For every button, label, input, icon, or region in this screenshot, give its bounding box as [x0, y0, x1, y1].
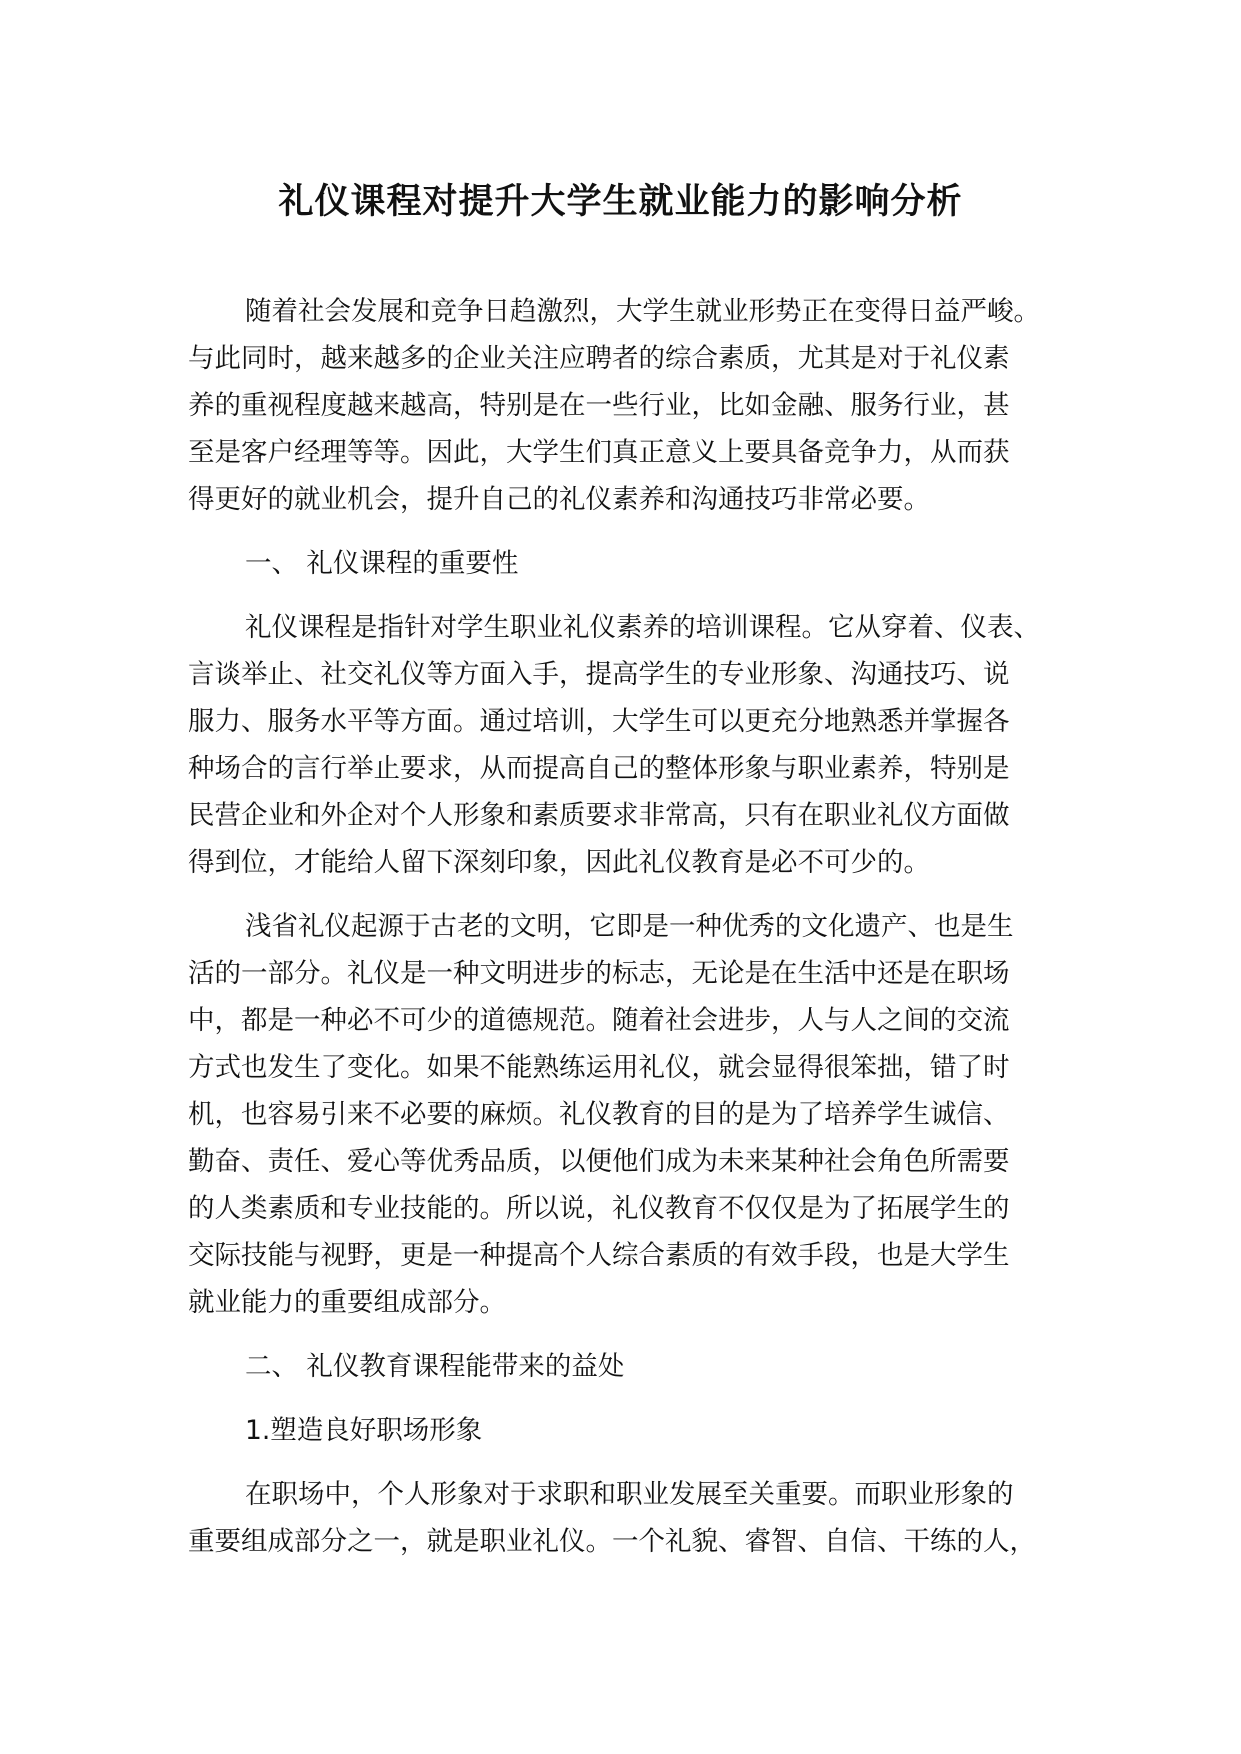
paragraph-3-line-4: 方式也发生了变化。如果不能熟练运用礼仪，就会显得很笨拙，错了时	[188, 1052, 1010, 1083]
paragraph-4-line-1: 在职场中，个人形象对于求职和职业发展至关重要。而职业形象的	[245, 1479, 1014, 1510]
paragraph-3-line-7: 的人类素质和专业技能的。所以说，礼仪教育不仅仅是为了拓展学生的	[188, 1193, 1010, 1224]
paragraph-2-line-5: 民营企业和外企对个人形象和素质要求非常高，只有在职业礼仪方面做	[188, 800, 1010, 831]
paragraph-1-line-5: 得更好的就业机会，提升自己的礼仪素养和沟通技巧非常必要。	[188, 484, 930, 515]
paragraph-4-line-2: 重要组成部分之一，就是职业礼仪。一个礼貌、睿智、自信、干练的人，	[188, 1526, 1036, 1557]
paragraph-3-line-6: 勤奋、责任、爱心等优秀品质，以便他们成为未来某种社会角色所需要	[188, 1146, 1010, 1177]
paragraph-1-line-4: 至是客户经理等等。因此，大学生们真正意义上要具备竞争力，从而获	[188, 437, 1010, 468]
paragraph-2-line-6: 得到位，才能给人留下深刻印象，因此礼仪教育是必不可少的。	[188, 847, 930, 878]
paragraph-3-line-5: 机，也容易引来不必要的麻烦。礼仪教育的目的是为了培养学生诚信、	[188, 1099, 1010, 1130]
paragraph-3-line-8: 交际技能与视野，更是一种提高个人综合素质的有效手段，也是大学生	[188, 1240, 1010, 1271]
paragraph-1-line-1: 随着社会发展和竞争日趋激烈，大学生就业形势正在变得日益严峻。	[245, 296, 1040, 327]
section-heading-1: 一、 礼仪课程的重要性	[245, 548, 519, 579]
paragraph-1-line-3: 养的重视程度越来越高，特别是在一些行业，比如金融、服务行业，甚	[188, 390, 1010, 421]
paragraph-3-line-9: 就业能力的重要组成部分。	[188, 1287, 506, 1318]
section-heading-2: 二、 礼仪教育课程能带来的益处	[245, 1351, 625, 1382]
document-title: 礼仪课程对提升大学生就业能力的影响分析	[278, 182, 963, 222]
paragraph-1-line-2: 与此同时，越来越多的企业关注应聘者的综合素质，尤其是对于礼仪素	[188, 343, 1010, 374]
subsection-heading-1: 1.塑造良好职场形象	[245, 1415, 483, 1446]
paragraph-2-line-3: 服力、服务水平等方面。通过培训，大学生可以更充分地熟悉并掌握各	[188, 706, 1010, 737]
paragraph-2-line-4: 种场合的言行举止要求，从而提高自己的整体形象与职业素养，特别是	[188, 753, 1010, 784]
paragraph-3-line-1: 浅省礼仪起源于古老的文明，它即是一种优秀的文化遗产、也是生	[245, 911, 1014, 942]
paragraph-3-line-2: 活的一部分。礼仪是一种文明进步的标志，无论是在生活中还是在职场	[188, 958, 1010, 989]
paragraph-3-line-3: 中，都是一种必不可少的道德规范。随着社会进步，人与人之间的交流	[188, 1005, 1010, 1036]
paragraph-2-line-1: 礼仪课程是指针对学生职业礼仪素养的培训课程。它从穿着、仪表、	[245, 612, 1040, 643]
paragraph-2-line-2: 言谈举止、社交礼仪等方面入手，提高学生的专业形象、沟通技巧、说	[188, 659, 1010, 690]
